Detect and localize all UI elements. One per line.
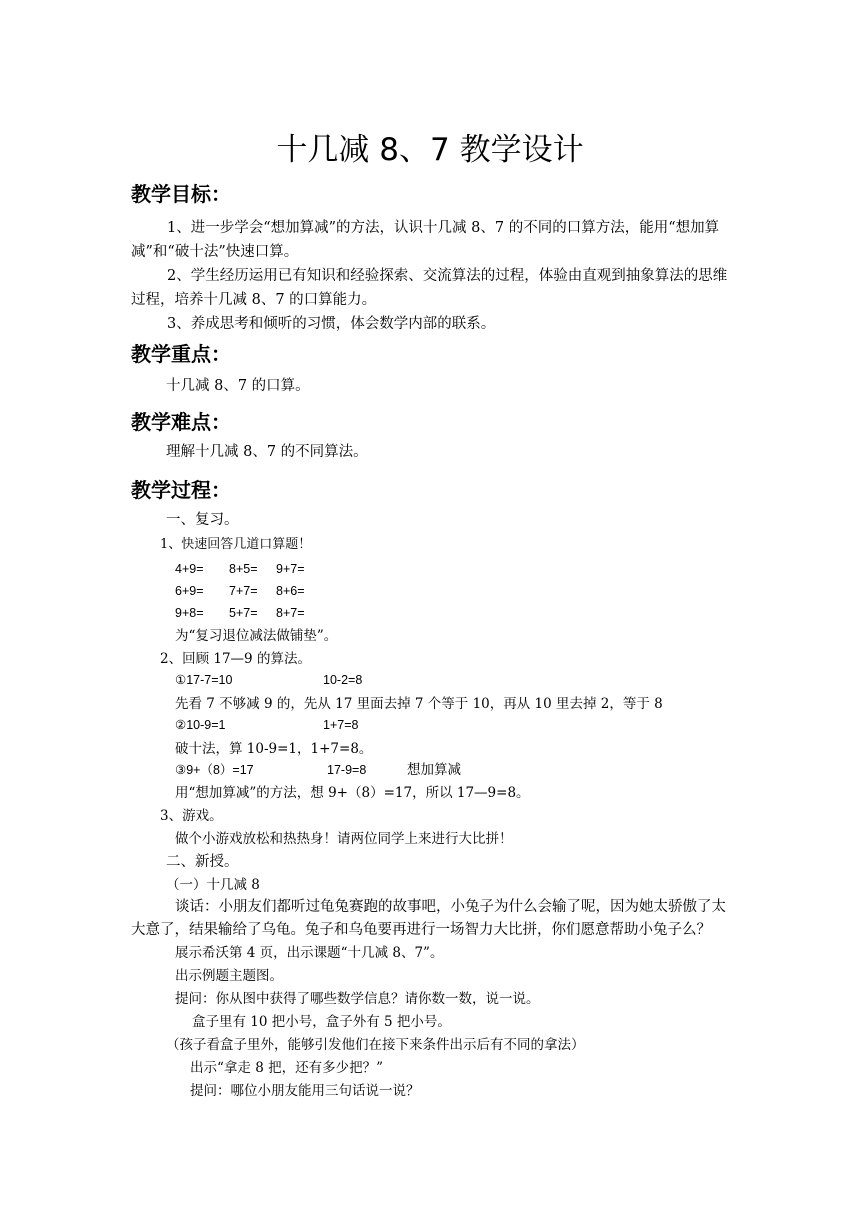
goals-heading: 教学目标： — [131, 182, 231, 206]
calc-row — [175, 582, 305, 600]
show-text: 展示希沃第 4 页，出示课题“十几减 8、7”。 — [175, 945, 444, 961]
question-text-2: 提问：哪位小朋友能用三句话说一说？ — [190, 1083, 420, 1099]
question-text: 提问：你从图中获得了哪些数学信息？请你数一数，说一说。 — [175, 991, 540, 1007]
subsection-1: （一）十几减 8 — [166, 877, 260, 893]
calc-item: 4+9= — [175, 562, 204, 576]
task-text: 出示“拿走 8 把，还有多少把？” — [190, 1060, 383, 1076]
calc-item: 9+7= — [276, 562, 305, 576]
goal-item: 1、进一步学会“想加算减”的方法，认识十几减 8、7 的不同的口算方法，能用“想加算减”和“破十法”快速口算。 — [131, 220, 720, 260]
document-title: 十几减 8、7 教学设计 — [276, 132, 584, 168]
method-2-step-a: ②10-9=1 — [175, 718, 226, 732]
picture-text: 出示例题主题图。 — [175, 968, 283, 984]
goal-item: 3、养成思考和倾听的习惯，体会数学内部的联系。 — [167, 316, 496, 332]
method-3-desc: 用“想加算减”的方法，想 9+（8）=17，所以 17—9=8。 — [175, 785, 530, 801]
talk-paragraph — [131, 896, 731, 942]
method-3-step-a: ③9+（8）=17 — [175, 763, 254, 777]
difficulty-heading: 教学难点： — [131, 410, 231, 434]
review-heading: 一、复习。 — [166, 512, 239, 528]
method-3-label: 想加算减 — [407, 762, 461, 778]
method-1-desc: 先看 7 不够减 9 的，先从 17 里面去掉 7 个等于 10，再从 10 里去掉 2，等于 8 — [175, 696, 663, 712]
calc-item: 6+9= — [175, 584, 204, 598]
method-3-step-b: 17-9=8 — [327, 763, 367, 777]
method-2-step-b: 1+7=8 — [323, 718, 359, 732]
calc-item: 8+7= — [276, 606, 305, 620]
calc-item: 9+8= — [175, 606, 204, 620]
focus-heading: 教学重点： — [131, 342, 231, 366]
question-3: 3、游戏。 — [160, 808, 223, 824]
calc-item: 8+6= — [276, 584, 305, 598]
goal-item: 2、学生经历运用已有知识和经验探索、交流算法的过程，体验由直观到抽象算法的思维过程，培养十几减 8、7 的口算能力。 — [131, 268, 728, 308]
calc-item: 5+7= — [229, 606, 258, 620]
calc-row — [175, 604, 305, 622]
difficulty-text: 理解十几减 8、7 的不同算法。 — [166, 444, 368, 460]
note-text: （孩子看盒子里外，能够引发他们在接下来条件出示后有不同的拿法） — [166, 1037, 585, 1053]
calc-item: 8+5= — [229, 562, 258, 576]
calc-item: 7+7= — [229, 584, 258, 598]
goals-list — [131, 216, 731, 336]
method-1-step-b: 10-2=8 — [323, 673, 363, 687]
question-1: 1、快速回答几道口算题！ — [160, 537, 312, 552]
purpose-text: 为“复习退位减法做铺垫”。 — [175, 628, 338, 644]
info-text: 盒子里有 10 把小号，盒子外有 5 把小号。 — [192, 1014, 451, 1030]
game-text: 做个小游戏放松和热热身！请两位同学上来进行大比拼！ — [175, 831, 513, 847]
method-2-desc: 破十法，算 10-9=1，1+7=8。 — [175, 741, 373, 757]
process-heading: 教学过程： — [131, 478, 231, 502]
new-lesson-heading: 二、新授。 — [166, 854, 239, 870]
calc-row — [175, 560, 305, 578]
question-2: 2、回顾 17—9 的算法。 — [160, 651, 311, 667]
focus-text: 十几减 8、7 的口算。 — [166, 378, 310, 394]
talk-text: 谈话：小朋友们都听过龟兔赛跑的故事吧，小兔子为什么会输了呢，因为她太骄傲了太大意了，结果输给了乌龟。兔子和乌龟要再进行一场智力大比拼，你们愿意帮助小兔子么？ — [131, 899, 726, 938]
method-1-step-a: ①17-7=10 — [175, 673, 233, 687]
